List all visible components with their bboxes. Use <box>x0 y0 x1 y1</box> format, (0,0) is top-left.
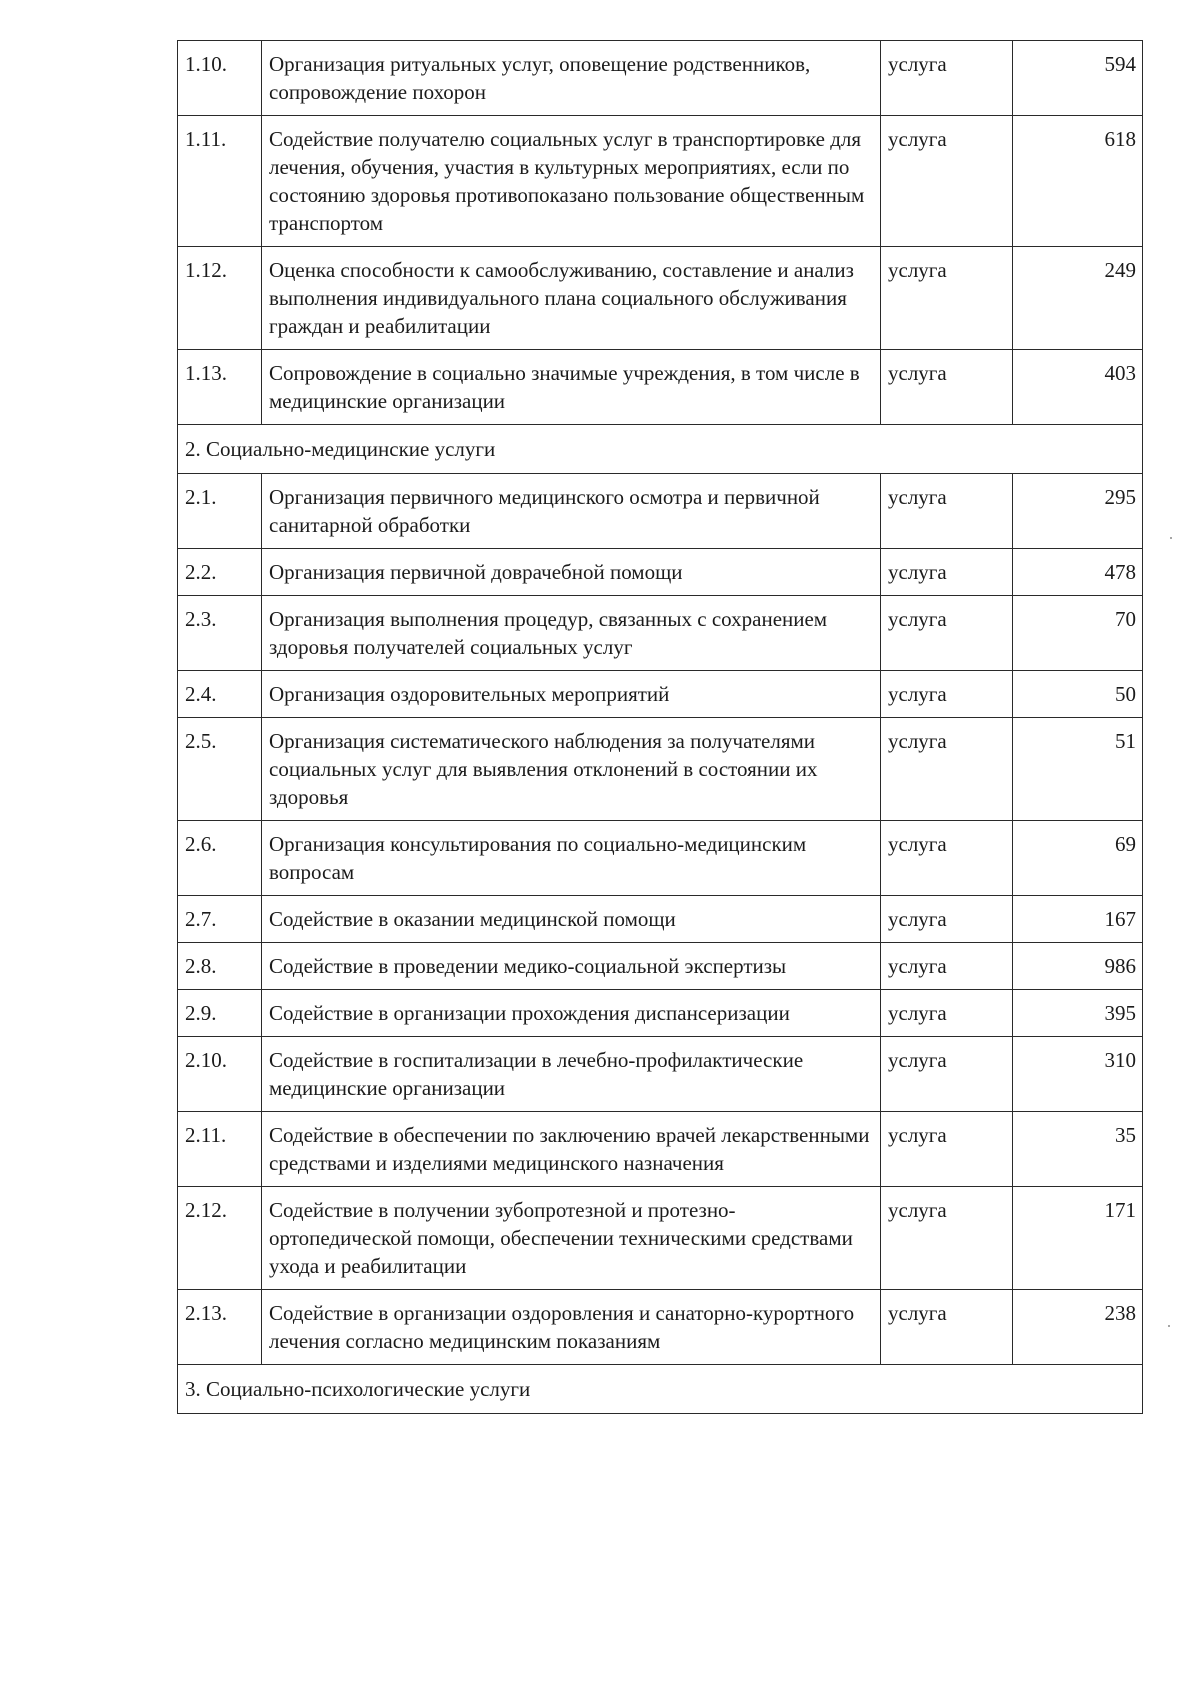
service-name: Организация первичной доврачебной помощи <box>262 549 881 596</box>
price-value: 310 <box>1013 1037 1143 1112</box>
table-row <box>178 116 1143 247</box>
unit-label: услуга <box>881 350 1013 425</box>
table-row <box>178 41 1143 116</box>
table-row <box>178 247 1143 350</box>
row-number: 1.11. <box>178 116 262 247</box>
table-row <box>178 549 1143 596</box>
service-name: Организация ритуальных услуг, оповещение родственников, сопровождение похорон <box>262 41 881 116</box>
section-title: 2. Социально-медицинские услуги <box>178 425 1143 474</box>
price-value: 249 <box>1013 247 1143 350</box>
service-name: Организация первичного медицинского осмотра и первичной санитарной обработки <box>262 474 881 549</box>
service-name: Содействие получателю социальных услуг в транспортировке для лечения, обучения, участия в культурных мероприятиях, если по состоянию здоровья противопоказано пользование общественным транспортом <box>262 116 881 247</box>
row-number: 1.13. <box>178 350 262 425</box>
row-number: 2.6. <box>178 821 262 896</box>
unit-label: услуга <box>881 718 1013 821</box>
price-value: 50 <box>1013 671 1143 718</box>
price-value: 478 <box>1013 549 1143 596</box>
unit-label: услуга <box>881 896 1013 943</box>
row-number: 2.1. <box>178 474 262 549</box>
price-value: 35 <box>1013 1112 1143 1187</box>
service-name: Содействие в организации прохождения диспансеризации <box>262 990 881 1037</box>
table-row <box>178 1187 1143 1290</box>
unit-label: услуга <box>881 1112 1013 1187</box>
table-row <box>178 596 1143 671</box>
unit-label: услуга <box>881 671 1013 718</box>
service-name: Содействие в получении зубопротезной и протезно-ортопедической помощи, обеспечении техническими средствами ухода и реабилитации <box>262 1187 881 1290</box>
price-value: 594 <box>1013 41 1143 116</box>
row-number: 1.10. <box>178 41 262 116</box>
row-number: 2.2. <box>178 549 262 596</box>
price-value: 986 <box>1013 943 1143 990</box>
service-name: Сопровождение в социально значимые учреждения, в том числе в медицинские организации <box>262 350 881 425</box>
row-number: 2.4. <box>178 671 262 718</box>
row-number: 2.7. <box>178 896 262 943</box>
table-row <box>178 671 1143 718</box>
unit-label: услуга <box>881 474 1013 549</box>
service-name: Содействие в организации оздоровления и санаторно-курортного лечения согласно медицинским показаниям <box>262 1290 881 1365</box>
service-name: Организация оздоровительных мероприятий <box>262 671 881 718</box>
table-row <box>178 943 1143 990</box>
unit-label: услуга <box>881 247 1013 350</box>
row-number: 2.12. <box>178 1187 262 1290</box>
row-number: 2.10. <box>178 1037 262 1112</box>
unit-label: услуга <box>881 41 1013 116</box>
unit-label: услуга <box>881 596 1013 671</box>
price-value: 618 <box>1013 116 1143 247</box>
price-value: 403 <box>1013 350 1143 425</box>
price-value: 167 <box>1013 896 1143 943</box>
row-number: 2.8. <box>178 943 262 990</box>
services-price-table <box>177 40 1143 1414</box>
section-header-row <box>178 1365 1143 1414</box>
table-row <box>178 990 1143 1037</box>
table-row <box>178 896 1143 943</box>
row-number: 2.13. <box>178 1290 262 1365</box>
unit-label: услуга <box>881 549 1013 596</box>
unit-label: услуга <box>881 1037 1013 1112</box>
service-name: Содействие в проведении медико-социальной экспертизы <box>262 943 881 990</box>
section-title: 3. Социально-психологические услуги <box>178 1365 1143 1414</box>
price-value: 295 <box>1013 474 1143 549</box>
service-name: Оценка способности к самообслуживанию, составление и анализ выполнения индивидуального плана социального обслуживания граждан и реабилитации <box>262 247 881 350</box>
price-value: 70 <box>1013 596 1143 671</box>
table-body <box>178 41 1143 1414</box>
price-value: 171 <box>1013 1187 1143 1290</box>
price-value: 395 <box>1013 990 1143 1037</box>
table-row <box>178 1290 1143 1365</box>
unit-label: услуга <box>881 990 1013 1037</box>
scan-speck <box>1168 1325 1170 1327</box>
unit-label: услуга <box>881 1187 1013 1290</box>
table-row <box>178 1037 1143 1112</box>
unit-label: услуга <box>881 943 1013 990</box>
price-value: 51 <box>1013 718 1143 821</box>
service-name: Содействие в оказании медицинской помощи <box>262 896 881 943</box>
unit-label: услуга <box>881 821 1013 896</box>
price-value: 238 <box>1013 1290 1143 1365</box>
row-number: 2.5. <box>178 718 262 821</box>
table-row <box>178 1112 1143 1187</box>
unit-label: услуга <box>881 1290 1013 1365</box>
service-name: Организация систематического наблюдения за получателями социальных услуг для выявления отклонений в состоянии их здоровья <box>262 718 881 821</box>
table-row <box>178 718 1143 821</box>
scan-speck <box>1170 537 1172 539</box>
row-number: 2.11. <box>178 1112 262 1187</box>
section-header-row <box>178 425 1143 474</box>
service-name: Содействие в госпитализации в лечебно-профилактические медицинские организации <box>262 1037 881 1112</box>
row-number: 2.9. <box>178 990 262 1037</box>
unit-label: услуга <box>881 116 1013 247</box>
table-row <box>178 821 1143 896</box>
row-number: 2.3. <box>178 596 262 671</box>
price-value: 69 <box>1013 821 1143 896</box>
row-number: 1.12. <box>178 247 262 350</box>
service-name: Организация выполнения процедур, связанных с сохранением здоровья получателей социальных услуг <box>262 596 881 671</box>
service-name: Организация консультирования по социально-медицинским вопросам <box>262 821 881 896</box>
table-row <box>178 350 1143 425</box>
table-row <box>178 474 1143 549</box>
service-name: Содействие в обеспечении по заключению врачей лекарственными средствами и изделиями медицинского назначения <box>262 1112 881 1187</box>
